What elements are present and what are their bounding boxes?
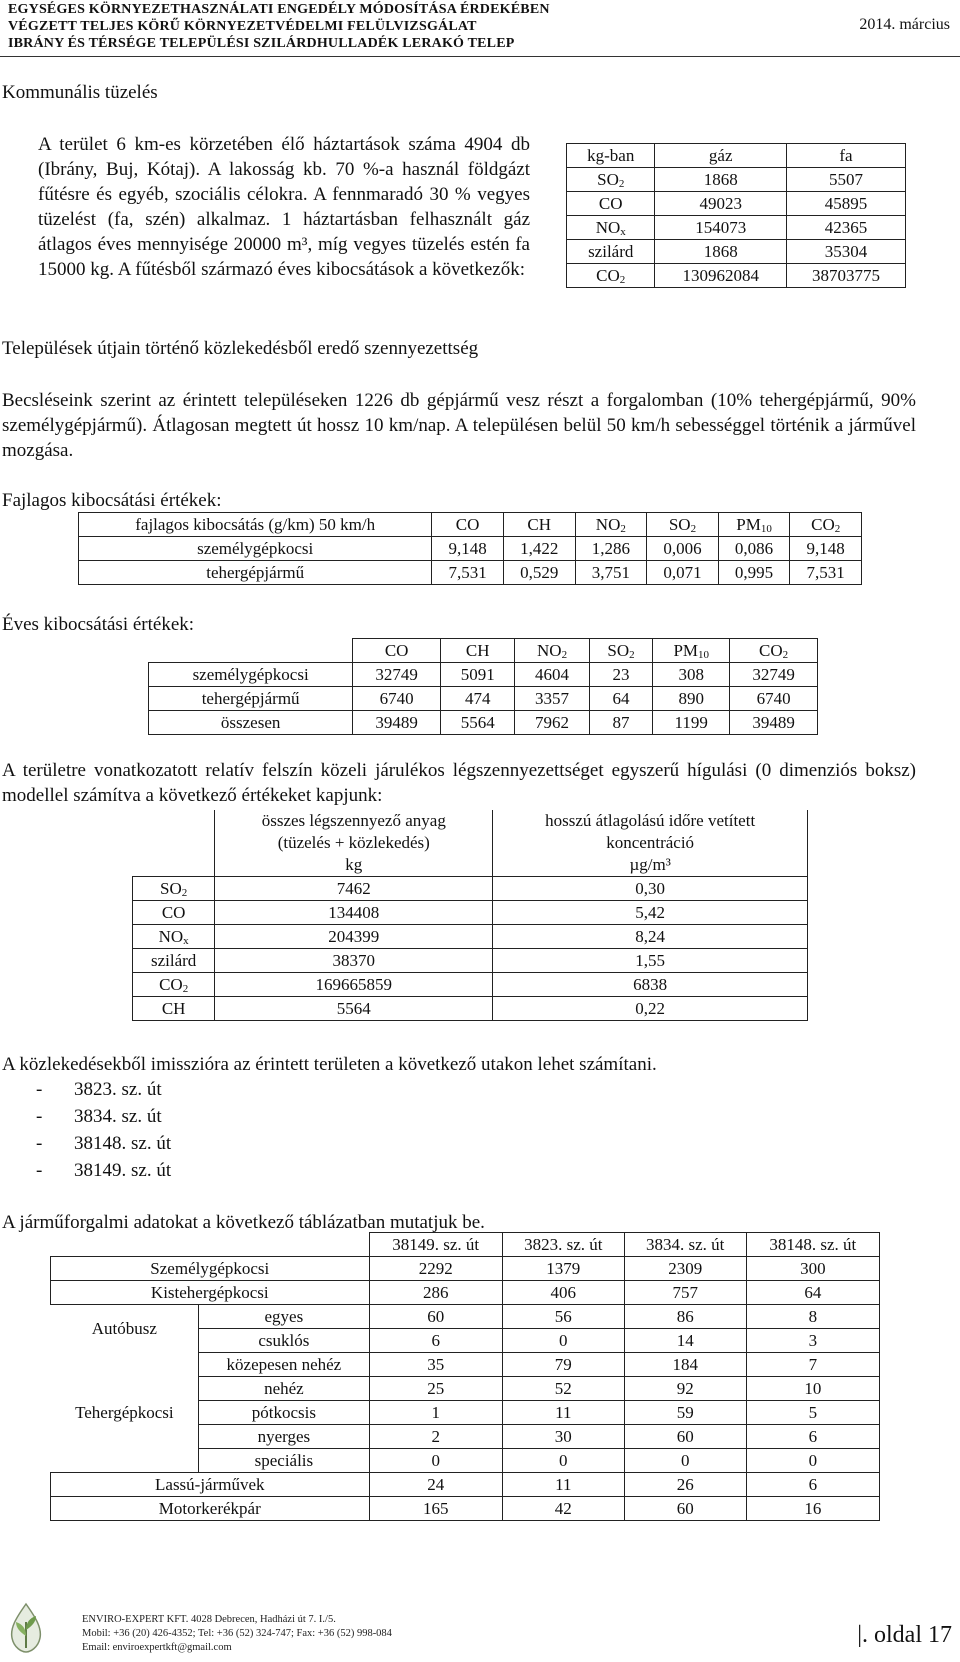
table-cell: 1,55: [493, 949, 808, 973]
table-cell: 16: [746, 1497, 879, 1521]
table-row: [51, 1473, 880, 1497]
vehicle-group-cell: Tehergépkocsi: [75, 1402, 174, 1422]
table-cell: 56: [502, 1305, 624, 1329]
pollutant-cell: $SO_2$: [567, 168, 655, 192]
header-title-line-1: EGYSÉGES KÖRNYEZETHASZNÁLATI ENGEDÉLY MÓDOSÍTÁSA ÉRDEKÉBEN: [8, 2, 550, 17]
table-cell: 300: [746, 1257, 879, 1281]
table-cell: 7,531: [432, 561, 504, 585]
company-logo: [6, 1600, 46, 1656]
table-cell: 4604: [515, 663, 589, 687]
table-cell: 49023: [655, 192, 787, 216]
vehicle-subtype-cell: pótkocsis: [199, 1401, 369, 1425]
table-cell: 35: [369, 1353, 502, 1377]
communal-heating-paragraph: A terület 6 km-es körzetében élő háztartások száma 4904 db (Ibrány, Buj, Kótaj). A lakosság kb. 70 %-a használ földgázt fűtésre és egyéb, szociális célokra. A fennmaradó 30 % vegyes tüzelést (fa, szén) alkalmaz. 1 háztartásban felhasznált gáz átlagos éves mennyisége 20000 m³, míg vegyes tüzelés estén fa 15000 kg. A fűtésből származó éves kibocsátások a következők:: [38, 134, 530, 280]
table-row: [79, 537, 862, 561]
table-row: [79, 561, 862, 585]
table-row: [133, 877, 808, 901]
table-row: [133, 949, 808, 973]
pollutant-cell: $NO_x$: [133, 925, 215, 949]
table-cell: 42: [502, 1497, 624, 1521]
pollutant-header-cell: $SO_2$: [647, 513, 719, 537]
table-cell: 39489: [730, 711, 818, 735]
list-item: - 3834. sz. út: [36, 1106, 162, 1127]
road-header-cell: 3834. sz. út: [624, 1233, 746, 1257]
table-cell: 9,148: [790, 537, 862, 561]
table-row: [133, 973, 808, 997]
pollutant-cell: CO: [133, 901, 215, 925]
specific-emissions-table: [78, 512, 862, 585]
pollutant-cell: CH: [133, 997, 215, 1021]
pollutant-cell: CO: [567, 192, 655, 216]
pollutant-header-cell: CO: [432, 513, 504, 537]
table-cell: 890: [653, 687, 730, 711]
table-cell: 7: [746, 1353, 879, 1377]
pollutant-header-cell: CO: [353, 639, 441, 663]
table-cell: 5091: [441, 663, 515, 687]
table-cell: 165: [369, 1497, 502, 1521]
table-cell: 7462: [215, 877, 493, 901]
table-cell: 5564: [441, 711, 515, 735]
table-cell: 60: [624, 1497, 746, 1521]
table-cell: 32749: [353, 663, 441, 687]
table-cell: 35304: [786, 240, 905, 264]
page-number: |. oldal 17: [857, 1622, 952, 1648]
table-header-row: [79, 513, 862, 537]
table-cell: 2: [369, 1425, 502, 1449]
table-cell: 25: [369, 1377, 502, 1401]
list-item: - 3823. sz. út: [36, 1079, 162, 1100]
heating-emissions-table: [566, 143, 906, 288]
table-cell: 86: [624, 1305, 746, 1329]
table-cell: 134408: [215, 901, 493, 925]
table-cell: 169665859: [215, 973, 493, 997]
pollutant-cell: $CO_2$: [567, 264, 655, 288]
list-item: - 38148. sz. út: [36, 1133, 172, 1154]
header-date: 2014. március: [859, 16, 950, 33]
table-cell: 5: [746, 1401, 879, 1425]
table-cell: 26: [624, 1473, 746, 1497]
table-cell: 1: [369, 1401, 502, 1425]
table-cell: 8: [746, 1305, 879, 1329]
table-cell: 2309: [624, 1257, 746, 1281]
list-item: - 38149. sz. út: [36, 1160, 172, 1181]
road-header-cell: 38148. sz. út: [746, 1233, 879, 1257]
table-header-cell: fa: [786, 144, 905, 168]
table-cell: személygépkocsi: [149, 663, 353, 687]
specific-emissions-title: Fajlagos kibocsátási értékek:: [2, 490, 222, 511]
table-cell: 30: [502, 1425, 624, 1449]
table-cell: 0,529: [503, 561, 575, 585]
table-row: [567, 216, 906, 240]
table-header-row: [133, 810, 808, 877]
table-cell: 130962084: [655, 264, 787, 288]
road-list: [0, 1076, 171, 1184]
table-cell: 2292: [369, 1257, 502, 1281]
empty-corner-cell: [51, 1233, 370, 1257]
concentration-table: [132, 810, 808, 1021]
table-cell: 1199: [653, 711, 730, 735]
pollutant-cell: szilárd: [133, 949, 215, 973]
table-cell: 64: [746, 1281, 879, 1305]
table-cell: 0: [502, 1449, 624, 1473]
table-cell: 92: [624, 1377, 746, 1401]
table-row: [149, 711, 818, 735]
concentration-header: hosszú átlagolású időre vetített koncentráció µg/m³: [493, 810, 808, 877]
table-cell: 32749: [730, 663, 818, 687]
pollutant-cell: $NO_x$: [567, 216, 655, 240]
table-cell: 1,286: [575, 537, 647, 561]
table-cell: 0,006: [647, 537, 719, 561]
table-cell: 0,071: [647, 561, 719, 585]
table-cell: 5564: [215, 997, 493, 1021]
table-header-cell: gáz: [655, 144, 787, 168]
table-cell: 5507: [786, 168, 905, 192]
table-header-row: [51, 1233, 880, 1257]
table-row: [149, 687, 818, 711]
pollutant-cell: $SO_2$: [133, 877, 215, 901]
table-cell: 0,30: [493, 877, 808, 901]
traffic-volume-table: [50, 1232, 880, 1521]
table-cell: 6: [746, 1473, 879, 1497]
pollutant-header-cell: $CO_2$: [790, 513, 862, 537]
empty-corner-cell: [133, 810, 215, 877]
table-cell: 1868: [655, 240, 787, 264]
header-title-line-2: VÉGZETT TELJES KÖRŰ KÖRNYEZETVÉDELMI FELÜLVIZSGÁLAT: [8, 19, 477, 34]
pollutant-header-cell: $SO_2$: [589, 639, 653, 663]
table-cell: 38703775: [786, 264, 905, 288]
table-cell: 154073: [655, 216, 787, 240]
table-cell: 7,531: [790, 561, 862, 585]
vehicle-subtype-cell: csuklós: [199, 1329, 369, 1353]
total-pollutant-header: összes légszennyező anyag (tüzelés + közlekedés) kg: [215, 810, 493, 877]
vehicle-group-cell: Autóbusz: [91, 1319, 157, 1339]
annual-emissions-table: [148, 638, 818, 735]
table-cell: 204399: [215, 925, 493, 949]
table-cell: 24: [369, 1473, 502, 1497]
table-cell: 6838: [493, 973, 808, 997]
pollutant-header-cell: $CO_2$: [730, 639, 818, 663]
table-row: [51, 1257, 880, 1281]
footer-email: Email: enviroexpertkft@gmail.com: [82, 1642, 232, 1653]
table-cell: 0,086: [718, 537, 790, 561]
table-cell: 79: [502, 1353, 624, 1377]
table-cell: 52: [502, 1377, 624, 1401]
table-cell: 23: [589, 663, 653, 687]
section-title-communal-heating: Kommunális tüzelés: [2, 82, 158, 103]
table-cell: tehergépjármű: [149, 687, 353, 711]
vehicle-type-cell: Kistehergépkocsi: [51, 1281, 370, 1305]
table-cell: 6: [746, 1425, 879, 1449]
table-cell: 1379: [502, 1257, 624, 1281]
pollutant-header-cell: CH: [503, 513, 575, 537]
vehicle-type-cell: Lassú-járművek: [51, 1473, 370, 1497]
table-header-row: [149, 639, 818, 663]
table-row: [51, 1497, 880, 1521]
leaf-drop-logo-icon: [6, 1600, 46, 1656]
pollutant-header-cell: $PM_{10}$: [718, 513, 790, 537]
table-cell: 60: [624, 1425, 746, 1449]
footer-phone-numbers: Mobil: +36 (20) 426-4352; Tel: +36 (52) 324-747; Fax: +36 (52) 998-084: [82, 1628, 392, 1639]
vehicle-subtype-cell: nyerges: [199, 1425, 369, 1449]
pollutant-header-cell: $NO_2$: [515, 639, 589, 663]
dispersion-model-paragraph: A területre vonatkozatott relatív felszín közeli járulékos légszennyezettséget egyszerű hígulási (0 dimenziós boksz) modellel számítva a következő értékeket kapjunk:: [2, 760, 916, 806]
vehicle-subtype-cell: közepesen nehéz: [199, 1353, 369, 1377]
table-cell: 6740: [353, 687, 441, 711]
vehicle-subtype-cell: nehéz: [199, 1377, 369, 1401]
traffic-paragraph: Becsléseink szerint az érintett településeken 1226 db gépjármű vesz részt a forgalomban (10% tehergépjármű, 90% személygépjármű). Átlagosan megtett út hossz 10 km/nap. A településen belül 50 km/h sebességgel történik a járművel mozgása.: [2, 390, 916, 461]
table-cell: 3: [746, 1329, 879, 1353]
table-cell: 6: [369, 1329, 502, 1353]
table-cell: 757: [624, 1281, 746, 1305]
table-cell: 3,751: [575, 561, 647, 585]
table-cell: 14: [624, 1329, 746, 1353]
table-cell: 64: [589, 687, 653, 711]
table-cell: 42365: [786, 216, 905, 240]
table-row: [51, 1353, 880, 1377]
table-cell: 1,422: [503, 537, 575, 561]
table-cell: 0,995: [718, 561, 790, 585]
table-row: [567, 192, 906, 216]
table-cell: 6740: [730, 687, 818, 711]
table-row: [149, 663, 818, 687]
empty-corner-cell: [149, 639, 353, 663]
pollutant-cell: $CO_2$: [133, 973, 215, 997]
table-cell: 0: [624, 1449, 746, 1473]
footer-company-address: ENVIRO-EXPERT KFT. 4028 Debrecen, Hadházi út 7. I./5.: [82, 1614, 336, 1625]
table-cell: 1868: [655, 168, 787, 192]
table-row: [51, 1281, 880, 1305]
table-cell: 59: [624, 1401, 746, 1425]
table-row: [133, 925, 808, 949]
table-cell: 11: [502, 1473, 624, 1497]
pollutant-cell: szilárd: [567, 240, 655, 264]
table-cell: 286: [369, 1281, 502, 1305]
header-title-line-3: IBRÁNY ÉS TÉRSÉGE TELEPÜLÉSI SZILÁRDHULLADÉK LERAKÓ TELEP: [8, 36, 515, 51]
table-cell: 0: [502, 1329, 624, 1353]
table-cell: 60: [369, 1305, 502, 1329]
pollutant-header-cell: $NO_2$: [575, 513, 647, 537]
table-cell: 0,22: [493, 997, 808, 1021]
table-header-cell: kg-ban: [567, 144, 655, 168]
table-cell: 45895: [786, 192, 905, 216]
table-cell: 0: [746, 1449, 879, 1473]
pollutant-header-cell: CH: [441, 639, 515, 663]
table-cell: 0: [369, 1449, 502, 1473]
table-cell: 9,148: [432, 537, 504, 561]
table-header-row: [567, 144, 906, 168]
table-cell: személygépkocsi: [79, 537, 432, 561]
table-cell: 474: [441, 687, 515, 711]
pollutant-header-cell: $PM_{10}$: [653, 639, 730, 663]
section-title-traffic-pollution: Települések útjain történő közlekedésből eredő szennyezettség: [2, 338, 479, 359]
table-row: [567, 264, 906, 288]
header-divider: [0, 56, 960, 57]
vehicle-subtype-cell: speciális: [199, 1449, 369, 1473]
vehicle-subtype-cell: egyes: [199, 1305, 369, 1329]
table-cell: 39489: [353, 711, 441, 735]
table-cell: 3357: [515, 687, 589, 711]
table-cell: 7962: [515, 711, 589, 735]
table-cell: összesen: [149, 711, 353, 735]
road-header-cell: 3823. sz. út: [502, 1233, 624, 1257]
vehicle-type-cell: Motorkerékpár: [51, 1497, 370, 1521]
table-cell: 10: [746, 1377, 879, 1401]
traffic-data-intro: A járműforgalmi adatokat a következő táblázatban mutatjuk be.: [2, 1212, 485, 1233]
table-cell: 8,24: [493, 925, 808, 949]
vehicle-type-cell: Személygépkocsi: [51, 1257, 370, 1281]
table-cell: 308: [653, 663, 730, 687]
roads-intro-paragraph: A közlekedésekből imisszióra az érintett területen a következő utakon lehet számítani.: [2, 1054, 657, 1075]
table-row: [567, 240, 906, 264]
table-row: [51, 1305, 880, 1329]
table-row: [133, 901, 808, 925]
annual-emissions-title: Éves kibocsátási értékek:: [2, 614, 195, 635]
table-cell: 406: [502, 1281, 624, 1305]
table-cell: 11: [502, 1401, 624, 1425]
road-header-cell: 38149. sz. út: [369, 1233, 502, 1257]
table-cell: 184: [624, 1353, 746, 1377]
table-header-cell: fajlagos kibocsátás (g/km) 50 km/h: [79, 513, 432, 537]
table-row: [133, 997, 808, 1021]
table-cell: 87: [589, 711, 653, 735]
table-row: [567, 168, 906, 192]
table-cell: 5,42: [493, 901, 808, 925]
table-cell: tehergépjármű: [79, 561, 432, 585]
table-cell: 38370: [215, 949, 493, 973]
